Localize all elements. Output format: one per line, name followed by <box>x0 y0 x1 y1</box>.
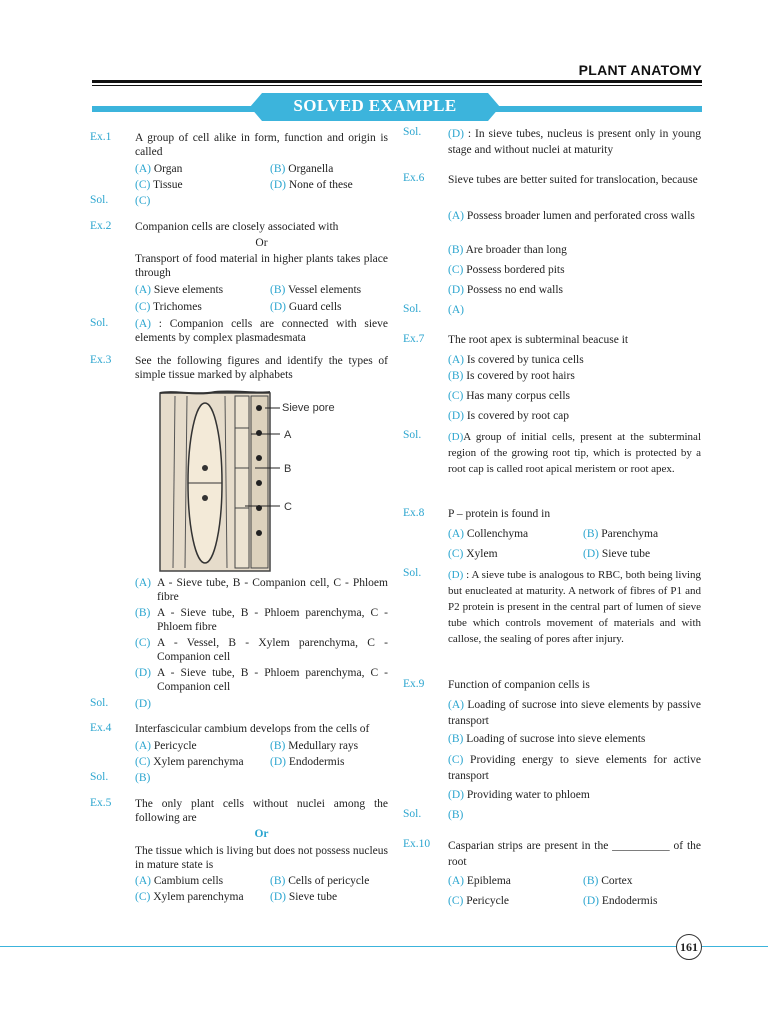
option-text: Possess no end walls <box>466 284 563 296</box>
option-label: (A) <box>448 875 464 887</box>
solution-answer: (B) <box>135 772 151 784</box>
option-text: A - Sieve tube, B - Phloem parenchyma, C - Companion cell <box>157 667 388 693</box>
solution-answer: (C) <box>135 195 151 207</box>
question-label: Ex.4 <box>90 722 112 734</box>
solution-text: : A sieve tube is analogous to RBC, both being living but enucleated at maturity. A network of fibres of P1 and P2 protein is present in the central part of lumen of sieve tube which controls movement of materials and with callose, the sealing of pores after injury. <box>448 569 702 645</box>
header-rule-thin <box>92 85 702 86</box>
option-label: (B) <box>135 607 151 619</box>
solution-answer: (D) <box>448 128 464 140</box>
option-text: Guard cells <box>288 301 342 313</box>
option-text: Has many corpus cells <box>466 390 571 402</box>
question-label: Ex.5 <box>90 797 112 809</box>
question-text: See the following figures and identify the types of simple tissue marked by alphabets <box>135 355 388 381</box>
option-label: (C) <box>135 637 151 649</box>
question-label: Ex.7 <box>403 333 425 345</box>
solution-label: Sol. <box>90 194 109 206</box>
option-label: (D) <box>270 756 286 768</box>
solution-label: Sol. <box>403 429 422 441</box>
question-label: Ex.2 <box>90 220 112 232</box>
figure-label-a: A <box>284 429 292 441</box>
solution-answer: (D) <box>448 569 464 581</box>
question-text: Sieve tubes are better suited for translocation, because <box>448 174 698 186</box>
solution-answer: (A) <box>135 318 151 330</box>
option-text: Xylem parenchyma <box>153 756 244 768</box>
question-text: The root apex is subterminal beacuse it <box>448 334 629 346</box>
solution-answer: (D) <box>135 698 151 710</box>
option-label: (C) <box>448 895 464 907</box>
solution-answer: (D) <box>448 431 464 443</box>
option-text: Are broader than long <box>465 244 567 256</box>
option-label: (D) <box>135 667 151 679</box>
option-text: Cortex <box>601 875 633 887</box>
option-label: (A) <box>135 163 151 175</box>
option-label: (C) <box>135 756 151 768</box>
option-label: (D) <box>583 895 599 907</box>
option-label: (B) <box>270 284 286 296</box>
option-label: (A) <box>448 210 464 222</box>
question-text: A group of cell alike in form, function and origin is called <box>135 132 388 158</box>
option-text: Loading of sucrose into sieve elements by passive transport <box>448 699 702 727</box>
option-label: (B) <box>270 740 286 752</box>
option-text: Organ <box>153 163 183 175</box>
option-text: Sieve elements <box>153 284 224 296</box>
question-text: Companion cells are closely associated with <box>135 221 339 233</box>
solution-answer: (B) <box>448 809 464 821</box>
solution-label: Sol. <box>403 567 422 579</box>
option-text: Cells of pericycle <box>288 875 370 887</box>
option-text: Xylem parenchyma <box>153 891 244 903</box>
option-label: (C) <box>448 754 464 766</box>
solution-text: : Companion cells are connected with sieve elements by complex plasmadesmata <box>135 318 388 344</box>
option-text: Providing water to phloem <box>466 789 590 801</box>
option-text: Pericycle <box>466 895 510 907</box>
question-text: Interfascicular cambium develops from the cells of <box>135 723 370 735</box>
option-label: (A) <box>448 354 464 366</box>
question-text: The tissue which is living but does not possess nucleus in mature state is <box>135 845 388 871</box>
option-label: (A) <box>135 577 151 589</box>
footer-rule-right <box>702 946 768 947</box>
solution-label: Sol. <box>90 317 109 329</box>
question-label: Ex.10 <box>403 838 431 850</box>
or-text: Or <box>255 237 268 249</box>
option-text: Endodermis <box>601 895 658 907</box>
option-label: (C) <box>135 891 151 903</box>
option-text: Cambium cells <box>153 875 224 887</box>
page-header-title: PLANT ANATOMY <box>578 62 702 78</box>
option-text: A - Sieve tube, B - Phloem parenchyma, C - Phloem fibre <box>157 607 388 633</box>
option-text: Parenchyma <box>601 528 659 540</box>
option-text: None of these <box>288 179 353 191</box>
option-label: (C) <box>135 301 151 313</box>
option-text: Possess bordered pits <box>466 264 565 276</box>
solution-label: Sol. <box>90 771 109 783</box>
option-text: Tissue <box>153 179 183 191</box>
figure-label-c: C <box>284 501 292 513</box>
question-text: Function of companion cells is <box>448 679 590 691</box>
option-label: (A) <box>135 284 151 296</box>
option-label: (D) <box>448 789 464 801</box>
option-label: (C) <box>448 548 464 560</box>
option-text: Providing energy to sieve elements for active transport <box>448 754 701 782</box>
option-text: Epiblema <box>466 875 511 887</box>
option-label: (B) <box>448 244 464 256</box>
option-text: Pericycle <box>153 740 197 752</box>
option-text: Possess broader lumen and perforated cross walls <box>466 210 695 222</box>
solution-text: A group of initial cells, present at the subterminal region of the growing root tip, which is protected by a root cap is called root apical meristem or root apex. <box>448 431 701 475</box>
option-text: Collenchyma <box>466 528 529 540</box>
option-text: Trichomes <box>153 301 202 313</box>
figure-label-b: B <box>284 463 292 475</box>
solution-label: Sol. <box>403 303 422 315</box>
option-label: (A) <box>135 740 151 752</box>
page-number: 161 <box>676 934 702 960</box>
solution-text: : In sieve tubes, nucleus is present only in young stage and without nuclei at maturity <box>448 128 702 156</box>
footer-rule <box>0 946 676 947</box>
option-label: (D) <box>448 284 464 296</box>
question-text: Transport of food material in higher plants takes place through <box>135 253 388 279</box>
option-text: Sieve tube <box>288 891 338 903</box>
question-text: P – protein is found in <box>448 508 551 520</box>
option-label: (B) <box>448 370 464 382</box>
question-label: Ex.1 <box>90 131 112 143</box>
solution-label: Sol. <box>90 697 109 709</box>
figure-label-sieve-pore: Sieve pore <box>282 402 335 414</box>
question-label: Ex.6 <box>403 172 425 184</box>
or-text: Or <box>254 828 269 840</box>
solution-answer: (A) <box>448 304 464 316</box>
section-banner <box>250 93 500 121</box>
question-label: Ex.9 <box>403 678 425 690</box>
option-text: Is covered by tunica cells <box>466 354 584 366</box>
option-label: (B) <box>270 875 286 887</box>
option-label: (D) <box>270 179 286 191</box>
question-text: The only plant cells without nuclei among the following are <box>135 798 388 824</box>
option-label: (C) <box>135 179 151 191</box>
option-text: Organella <box>288 163 334 175</box>
option-text: Is covered by root hairs <box>466 370 575 382</box>
option-label: (B) <box>583 875 599 887</box>
option-text: Loading of sucrose into sieve elements <box>466 733 646 745</box>
option-text: Vessel elements <box>288 284 362 296</box>
phloem-tissue-figure <box>155 388 355 573</box>
solution-label: Sol. <box>403 126 422 138</box>
option-text: A - Sieve tube, B - Companion cell, C - Phloem fibre <box>157 577 388 603</box>
option-label: (B) <box>270 163 286 175</box>
option-text: Sieve tube <box>601 548 651 560</box>
question-label: Ex.3 <box>90 354 112 366</box>
option-label: (D) <box>448 410 464 422</box>
question-label: Ex.8 <box>403 507 425 519</box>
option-label: (A) <box>448 528 464 540</box>
option-text: Is covered by root cap <box>466 410 570 422</box>
question-text: Casparian strips are present in the __________ of the root <box>448 840 701 868</box>
option-label: (A) <box>448 699 464 711</box>
option-label: (D) <box>270 301 286 313</box>
option-label: (B) <box>583 528 599 540</box>
option-label: (D) <box>583 548 599 560</box>
option-text: Endodermis <box>288 756 345 768</box>
section-title: SOLVED EXAMPLE <box>293 96 457 115</box>
option-text: A - Vessel, B - Xylem parenchyma, C - Companion cell <box>157 637 388 663</box>
option-label: (B) <box>448 733 464 745</box>
option-text: Medullary rays <box>288 740 359 752</box>
option-label: (C) <box>448 390 464 402</box>
header-rule <box>92 80 702 83</box>
option-label: (A) <box>135 875 151 887</box>
option-label: (C) <box>448 264 464 276</box>
option-label: (D) <box>270 891 286 903</box>
solution-label: Sol. <box>403 808 422 820</box>
option-text: Xylem <box>466 548 498 560</box>
